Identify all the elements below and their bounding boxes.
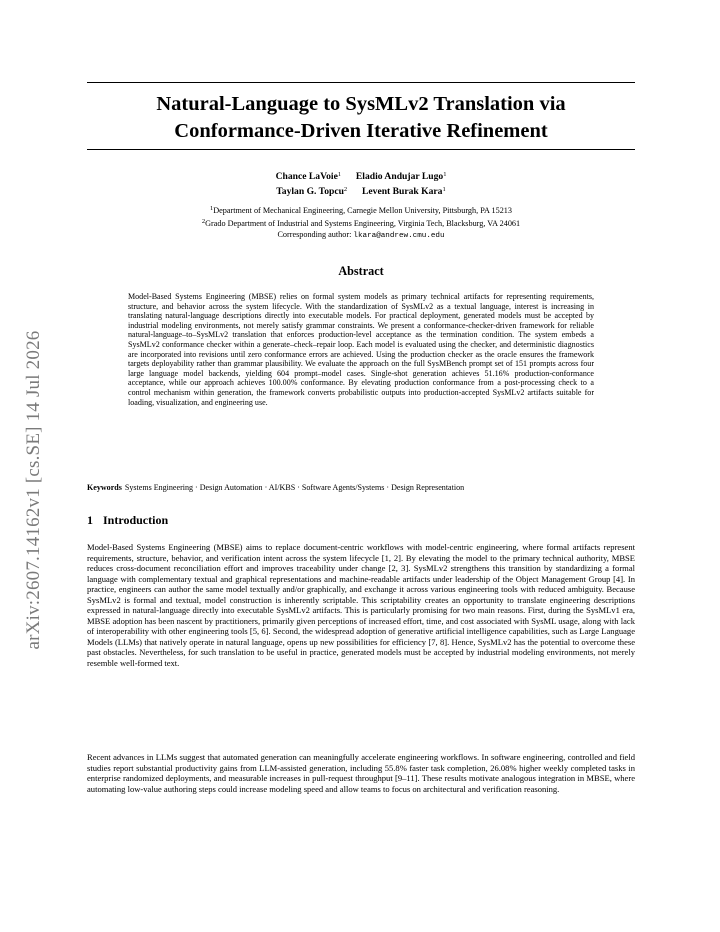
section-title: Introduction <box>103 513 169 527</box>
title-line-2: Conformance-Driven Iterative Refinement <box>174 120 548 142</box>
author-affiliation-mark: 1 <box>442 186 446 193</box>
intro-paragraph-1: Model-Based Systems Engineering (MBSE) aims to replace document-centric workflows with model-centric engineering, where formal artifacts represent requirements, structure, behavior, and verification intent across the system lifecycle [1, 2]. By elevating the model to the primary technical authority, MBSE reduces cross-document reconciliation effort and improves traceability under change [2, 3]. SysMLv2 strengthens this transition by standardizing a formal language with complementary textual and graphical representations and machine-readable artifacts under leadership of the Object Management Group [4]. In practice, engineers can author the same model textually and/or graphically, and exchange it across various engineering tools with reduced ambiguity. Because SysMLv2 is formal and textual, model construction is inherently scriptable. This scriptability creates an opportunity to translate engineering descriptions expressed in natural-language directly into executable SysMLv2 artifacts. This is particularly promising for two main reasons. First, during the SysMLv1 era, MBSE adoption has been nascent by practitioners, primarily given perceptions of increased effort, time, and cost associated with SysML usage, along with lack of interoperability with other engineering tools [5, 6]. Second, the widespread adoption of generative artificial intelligence capabilities, such as Large Language Models (LLMs) that natively operate in natural language, opens up new possibilities for efficiency [7, 8]. Hence, SysMLv2 has the potential to overcome these past obstacles. Nevertheless, for such translation to be useful in practice, generated models must be accepted by industrial modeling environments, not merely resemble well-formed text. <box>87 542 635 669</box>
intro-paragraph-2: Recent advances in LLMs suggest that automated generation can meaningfully accelerate engineering workflows. In software engineering, controlled and field studies report substantial productivity gains from LLM-assisted generation, including 55.8% faster task completion, 26.08% higher weekly completed tasks in enterprise randomized deployments, and measurable increases in pull-request throughput [9–11]. These results motivate analogous integration in MBSE, where automating low-value authoring steps could increase modeling speed and allow teams to focus on architectural and verification reasoning. <box>87 752 635 794</box>
abstract-body: Model-Based Systems Engineering (MBSE) relies on formal system models as primary technical artifacts for representing requirements, structure, and behavior across the system lifecycle. With the standardization of SysMLv2 as a textual language, interest is increasing in translating natural-language descriptions directly into executable models. For practical deployment, generated models must be accepted by industrial modeling environments, not merely satisfy grammar constraints. We present a conformance-checker-driven framework for reliable natural-language–to–SysMLv2 translation that enforces production-level acceptance as the termination condition. The system embeds a SysMLv2 conformance checker within a generate–check–repair loop. Each model is evaluated using the checker, and deterministic diagnostics are incorporated into revisions until zero conformance errors are achieved. Using the production checker as the oracle ensures the framework targets deployability rather than grammar plausibility. We evaluate the approach on the full SysMBench prompt set of 151 prompts across four large language model backends, yielding 604 prompt–model cases. Single-shot generation achieves 51.16% production-conformance acceptance, while our approach achieves 100.00% conformance. By elevating production conformance from a post-processing check to a control mechanism within generation, the framework converts probabilistic outputs into production-accepted SysMLv2 artifacts suitable for loading, visualization, and engineering use. <box>128 292 594 407</box>
paper-title <box>87 91 635 145</box>
author-row-1 <box>87 168 635 183</box>
affiliation-text: Grado Department of Industrial and Systems Engineering, Virginia Tech, Blacksburg, VA 24061 <box>205 219 521 228</box>
author-affiliation-mark: 2 <box>343 186 348 193</box>
corresponding-label: Corresponding author: <box>277 230 354 239</box>
affiliation-line <box>87 216 635 229</box>
affiliation-mark: 1 <box>210 205 214 212</box>
affiliation-line <box>87 203 635 216</box>
author-name: Eladio Andujar Lugo <box>355 171 444 182</box>
title-bottom-rule <box>87 149 635 150</box>
affiliations <box>87 203 635 242</box>
keywords-text: Systems Engineering · Design Automation · AI/KBS · Software Agents/Systems · Design Representation <box>124 483 465 492</box>
abstract-heading: Abstract <box>338 264 384 278</box>
title-line-1: Natural-Language to SysMLv2 Translation via <box>156 93 566 115</box>
author-affiliation-mark: 1 <box>337 171 342 178</box>
author-row-2 <box>87 183 635 198</box>
author-name: Levent Burak Kara <box>361 186 443 197</box>
author-name: Taylan G. Topcu <box>276 186 344 197</box>
author-block <box>87 168 635 198</box>
section-heading-introduction <box>87 513 168 528</box>
title-top-rule <box>87 82 635 83</box>
arxiv-sidebar <box>14 280 54 700</box>
keywords-label: Keywords <box>87 483 122 492</box>
affiliation-text: Department of Mechanical Engineering, Carnegie Mellon University, Pittsburgh, PA 15213 <box>213 206 512 215</box>
author-affiliation-mark: 1 <box>443 171 447 178</box>
corresponding-email-link[interactable]: lkara@andrew.cmu.edu <box>353 232 445 240</box>
section-number: 1 <box>87 513 93 527</box>
arxiv-identifier: arXiv:2607.14162v1 [cs.SE] 14 Jul 2026 <box>23 330 44 650</box>
keywords-line <box>87 483 635 493</box>
author-name: Chance LaVoie <box>275 171 338 182</box>
affiliation-mark: 2 <box>201 218 206 225</box>
corresponding-author <box>87 229 635 242</box>
